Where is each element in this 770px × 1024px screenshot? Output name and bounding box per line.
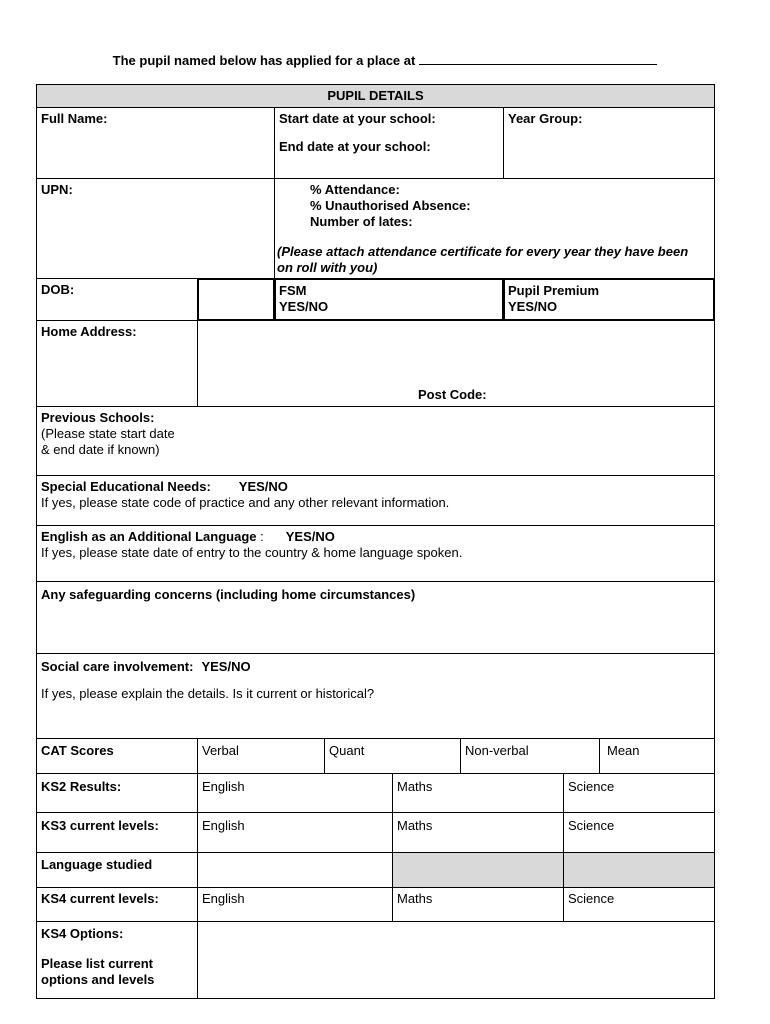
ks4-science-cell[interactable] (563, 887, 715, 922)
sen-note: If yes, please state code of practice and any other relevant information. (41, 495, 450, 510)
cat-scores-label-cell (36, 738, 198, 774)
ks4-english-label: English (202, 891, 245, 906)
social-care-yes-no: YES/NO (201, 659, 251, 674)
ks4-maths-label: Maths (397, 891, 433, 906)
pupil-details-title-text: PUPIL DETAILS (327, 88, 424, 103)
post-code-label: Post Code: (418, 387, 487, 402)
social-care-label: Social care involvement: (41, 659, 194, 674)
pupil-premium-field[interactable] (503, 278, 715, 321)
cat-mean-label: Mean (607, 743, 640, 758)
previous-schools-field[interactable] (36, 406, 715, 476)
safeguarding-field[interactable] (36, 581, 715, 654)
eal-note: If yes, please state date of entry to the country & home language spoken. (41, 545, 463, 560)
pupil-premium-yes-no: YES/NO (508, 299, 558, 314)
social-care-field[interactable] (36, 653, 715, 739)
ks4-options-label-cell (36, 921, 198, 999)
form-intro (0, 53, 770, 68)
ks2-science-cell[interactable] (563, 773, 715, 813)
language-studied-label-cell (36, 852, 198, 888)
cat-scores-label: CAT Scores (41, 743, 114, 758)
eal-yes-no: YES/NO (285, 529, 335, 544)
school-name-blank[interactable] (419, 54, 657, 65)
attendance-certificate-note: (Please attach attendance certificate for every year they have been on roll with you) (277, 244, 689, 275)
ks3-english-cell[interactable] (197, 812, 393, 853)
dob-input[interactable] (197, 278, 275, 321)
home-address-label: Home Address: (41, 324, 137, 339)
fsm-label: FSM (279, 283, 307, 298)
dates-field[interactable] (274, 107, 504, 179)
cat-verbal-label: Verbal (202, 743, 239, 758)
ks2-maths-cell[interactable] (392, 773, 564, 813)
intro-text: The pupil named below has applied for a place at (112, 53, 416, 68)
start-date-label: Start date at your school: (279, 111, 436, 126)
full-name-field[interactable] (36, 107, 275, 179)
ks3-maths-cell[interactable] (392, 812, 564, 853)
home-address-label-cell (36, 320, 198, 407)
ks4-english-cell[interactable] (197, 887, 393, 922)
fsm-yes-no: YES/NO (279, 299, 329, 314)
cat-quant-cell[interactable] (324, 738, 461, 774)
ks3-science-label: Science (568, 818, 615, 833)
eal-label: English as an Additional Language (41, 529, 257, 544)
ks2-science-label: Science (568, 779, 615, 794)
previous-schools-note-2: & end date if known) (41, 442, 160, 457)
previous-schools-label: Previous Schools: (41, 410, 155, 425)
sen-label: Special Educational Needs: (41, 479, 211, 494)
language-studied-shaded-cell-1 (392, 852, 564, 888)
language-studied-shaded-cell-2 (563, 852, 715, 888)
ks2-label: KS2 Results: (41, 779, 122, 794)
ks4-label-cell (36, 887, 198, 922)
sen-yes-no: YES/NO (238, 479, 288, 494)
social-care-note: If yes, please explain the details. Is it current or historical? (41, 686, 375, 701)
ks2-english-label: English (202, 779, 245, 794)
fsm-field[interactable] (274, 278, 504, 321)
lates-label: Number of lates: (310, 214, 413, 229)
full-name-label: Full Name: (41, 111, 108, 126)
ks3-maths-label: Maths (397, 818, 433, 833)
cat-verbal-cell[interactable] (197, 738, 325, 774)
cat-non-verbal-cell[interactable] (460, 738, 600, 774)
attendance-field[interactable] (274, 178, 715, 279)
ks2-maths-label: Maths (397, 779, 433, 794)
ks3-english-label: English (202, 818, 245, 833)
upn-field[interactable] (36, 178, 275, 279)
pupil-details-title (36, 84, 715, 108)
ks4-options-input[interactable] (197, 921, 715, 999)
ks4-science-label: Science (568, 891, 615, 906)
ks4-label: KS4 current levels: (41, 891, 159, 906)
safeguarding-label: Any safeguarding concerns (including home circumstances) (41, 587, 416, 602)
dob-label: DOB: (41, 282, 75, 297)
language-studied-input[interactable] (197, 852, 393, 888)
cat-quant-label: Quant (329, 743, 365, 758)
previous-schools-note-1: (Please state start date (41, 426, 175, 441)
cat-mean-cell[interactable] (599, 738, 715, 774)
year-group-label: Year Group: (508, 111, 583, 126)
eal-field[interactable] (36, 525, 715, 582)
dob-label-cell (36, 278, 198, 321)
upn-label: UPN: (41, 182, 73, 197)
eal-colon: : (260, 529, 264, 544)
ks3-science-cell[interactable] (563, 812, 715, 853)
sen-field[interactable] (36, 475, 715, 526)
ks3-label: KS3 current levels: (41, 818, 159, 833)
ks4-options-label: KS4 Options: (41, 926, 124, 941)
year-group-field[interactable] (503, 107, 715, 179)
attendance-label: % Attendance: (310, 182, 400, 197)
cat-non-verbal-label: Non-verbal (465, 743, 529, 758)
ks4-maths-cell[interactable] (392, 887, 564, 922)
pupil-premium-label: Pupil Premium (508, 283, 600, 298)
ks2-label-cell (36, 773, 198, 813)
unauthorised-absence-label: % Unauthorised Absence: (310, 198, 471, 213)
home-address-input[interactable] (197, 320, 715, 407)
end-date-label: End date at your school: (279, 139, 431, 154)
ks2-english-cell[interactable] (197, 773, 393, 813)
ks4-options-note: Please list current options and levels (41, 956, 155, 987)
ks3-label-cell (36, 812, 198, 853)
language-studied-label: Language studied (41, 857, 153, 872)
